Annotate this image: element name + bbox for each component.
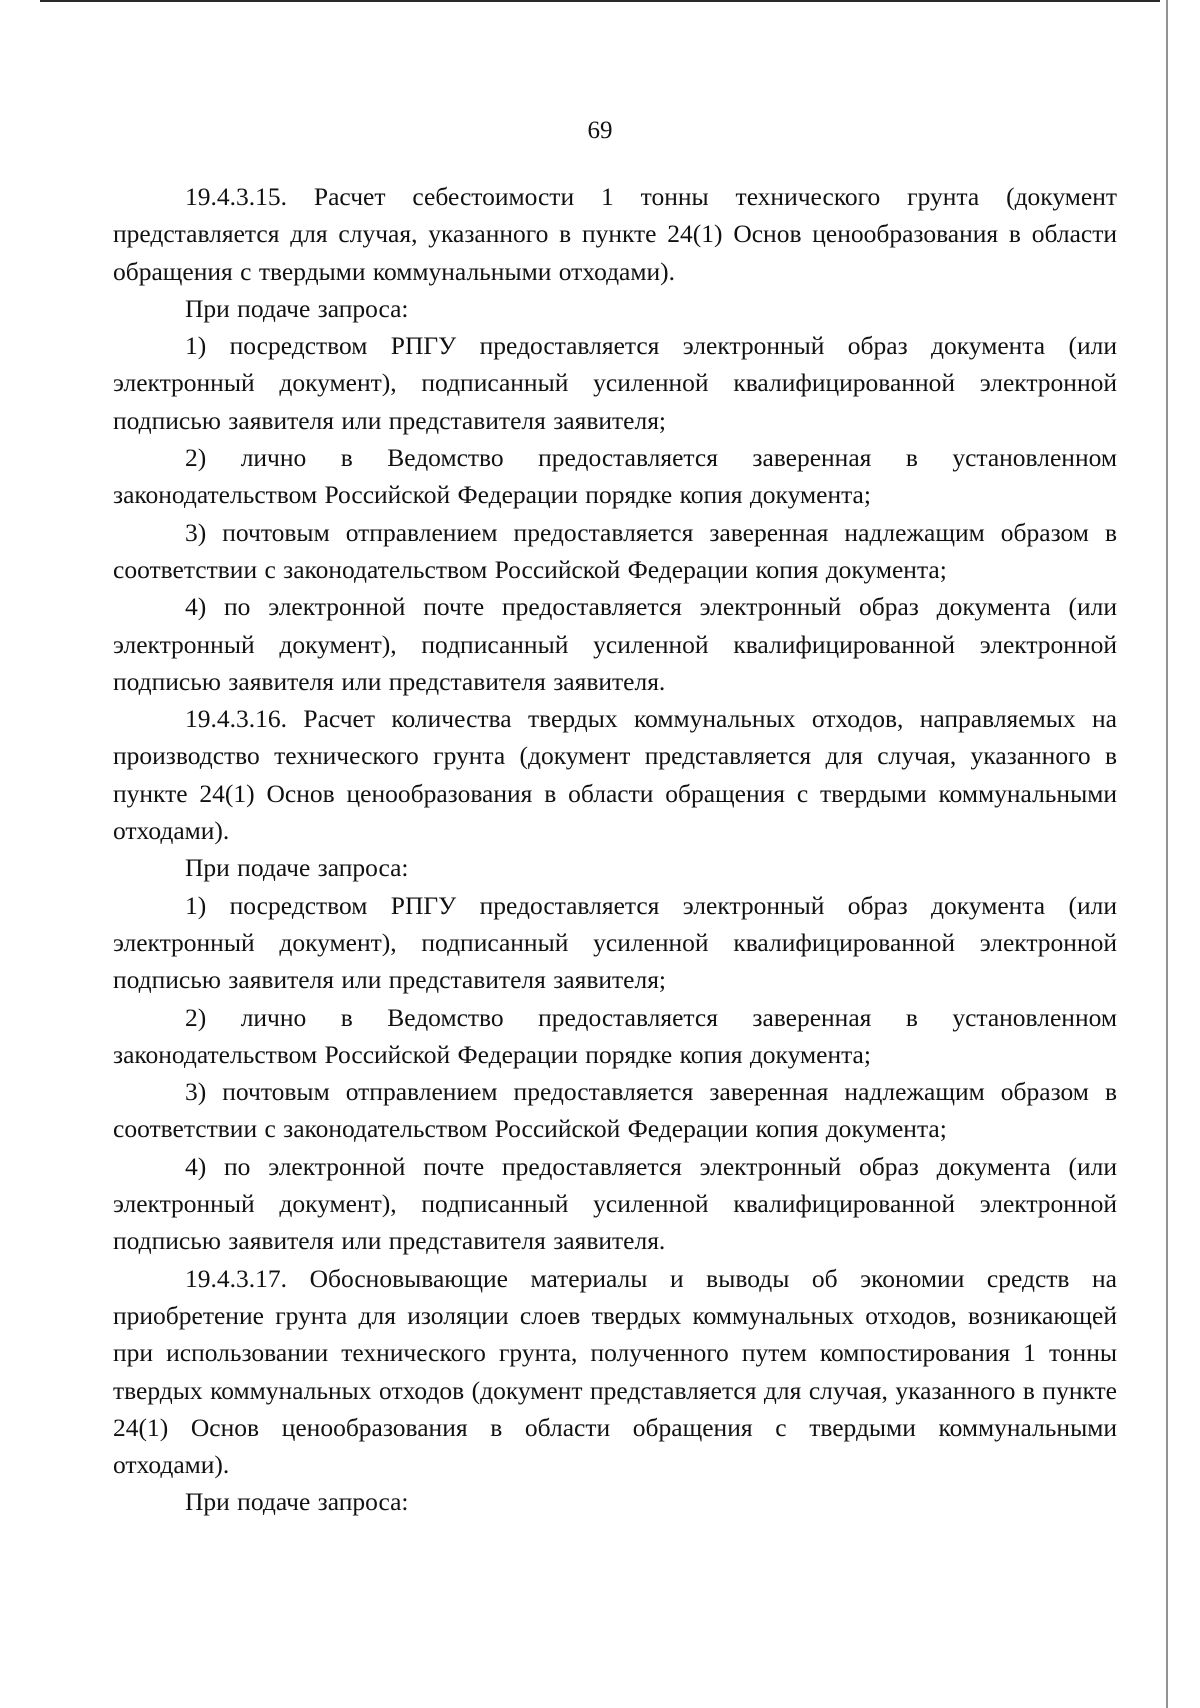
page-number: 69 [587, 117, 613, 144]
paragraph-item-3: 3) почтовым отправлением предоставляется заверенная надлежащим образом в соответствии с законодательством Российской Федерации копия документа; [113, 1077, 1117, 1144]
paragraph-19-4-3-17: 19.4.3.17. Обосновывающие материалы и выводы об экономии средств на приобретение грунта для изоляции слоев твердых коммунальных отходов, возникающей при использовании технического грунта, полученного путем компостирования 1 тонны твердых коммунальных отходов (документ представляется для случая, указанного в пункте 24(1) Основ ценообразования в области обращения с твердыми коммунальными отходами). [113, 1263, 1117, 1480]
paragraph-item-4: 4) по электронной почте предоставляется электронный образ документа (или электронный документ), подписанный усиленной квалифицированной электронной подписью заявителя или представителя заявителя. [113, 592, 1117, 696]
scan-edge-right [1166, 0, 1168, 1708]
paragraph-item-2: 2) лично в Ведомство предоставляется заверенная в установленном законодательством Российской Федерации порядке копия документа; [113, 1002, 1117, 1069]
paragraph-item-3: 3) почтовым отправлением предоставляется заверенная надлежащим образом в соответствии с законодательством Российской Федерации копия документа; [113, 517, 1117, 584]
paragraph-19-4-3-15: 19.4.3.15. Расчет себестоимости 1 тонны технического грунта (документ представляется для случая, указанного в пункте 24(1) Основ ценообразования в области обращения с твердыми коммунальными отходами). [113, 182, 1117, 286]
document-body [113, 178, 1117, 1521]
paragraph-item-4: 4) по электронной почте предоставляется электронный образ документа (или электронный документ), подписанный усиленной квалифицированной электронной подписью заявителя или представителя заявителя. [113, 1151, 1117, 1256]
paragraph-item-1: 1) посредством РПГУ предоставляется электронный образ документа (или электронный документ), подписанный усиленной квалифицированной электронной подписью заявителя или представителя заявителя; [113, 331, 1117, 435]
paragraph-19-4-3-16: 19.4.3.16. Расчет количества твердых коммунальных отходов, направляемых на производство технического грунта (документ представляется для случая, указанного в пункте 24(1) Основ ценообразования в области обращения с твердыми коммунальными отходами). [113, 704, 1117, 846]
paragraph-item-2: 2) лично в Ведомство предоставляется заверенная в установленном законодательством Российской Федерации порядке копия документа; [113, 443, 1117, 510]
paragraph-request-intro: При подаче запроса: [185, 1487, 409, 1517]
paragraph-request-intro: При подаче запроса: [185, 853, 409, 883]
paragraph-item-1: 1) посредством РПГУ предоставляется электронный образ документа (или электронный документ), подписанный усиленной квалифицированной электронной подписью заявителя или представителя заявителя; [113, 890, 1117, 995]
paragraph-request-intro: При подаче запроса: [185, 293, 409, 323]
scan-edge-top [40, 0, 1160, 2]
